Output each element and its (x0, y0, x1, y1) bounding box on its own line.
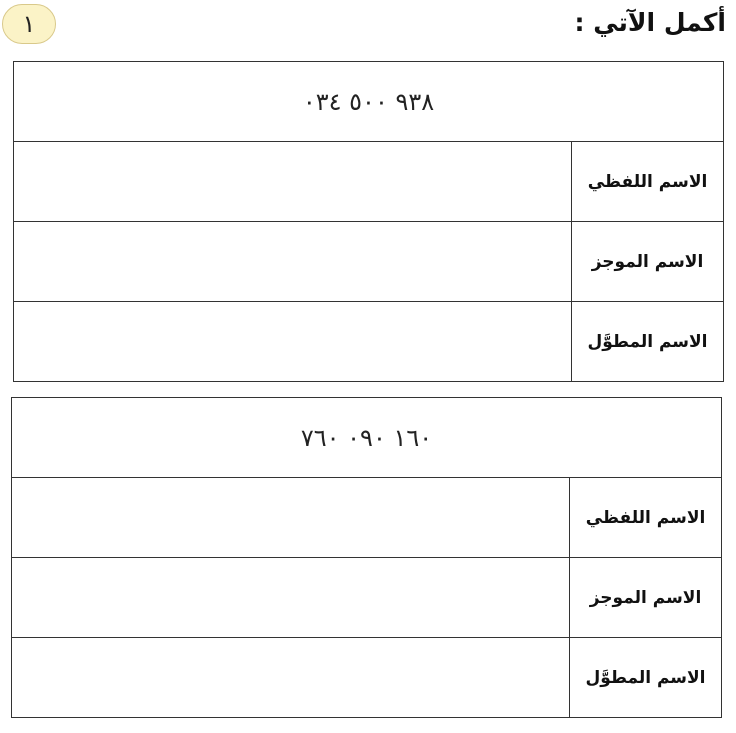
number-row (14, 62, 723, 142)
table-row-short-name (14, 222, 723, 302)
table-row-verbal-name (12, 478, 721, 558)
verbal-name-answer-field[interactable] (14, 142, 571, 221)
exercise-number-badge: ١ (2, 4, 56, 44)
exercise-table-2 (11, 397, 722, 718)
short-name-label: الاسم الموجز (571, 222, 723, 301)
short-name-label: الاسم الموجز (569, 558, 721, 637)
short-name-answer-field[interactable] (12, 558, 569, 637)
number-value: ٩٣٨ ٥٠٠ ٠٣٤ (302, 87, 435, 116)
number-value: ١٦٠ ٠٩٠ ٧٦٠ (300, 423, 433, 452)
verbal-name-answer-field[interactable] (12, 478, 569, 557)
instruction-heading: أكمل الآتي : (574, 8, 726, 37)
table-row-expanded-name (14, 302, 723, 382)
expanded-name-answer-field[interactable] (12, 638, 569, 718)
number-row (12, 398, 721, 478)
exercise-table-1 (13, 61, 724, 382)
table-row-expanded-name (12, 638, 721, 718)
expanded-name-label: الاسم المطوَّل (571, 302, 723, 382)
short-name-answer-field[interactable] (14, 222, 571, 301)
verbal-name-label: الاسم اللفظي (571, 142, 723, 221)
expanded-name-answer-field[interactable] (14, 302, 571, 382)
table-row-short-name (12, 558, 721, 638)
expanded-name-label: الاسم المطوَّل (569, 638, 721, 718)
table-row-verbal-name (14, 142, 723, 222)
verbal-name-label: الاسم اللفظي (569, 478, 721, 557)
